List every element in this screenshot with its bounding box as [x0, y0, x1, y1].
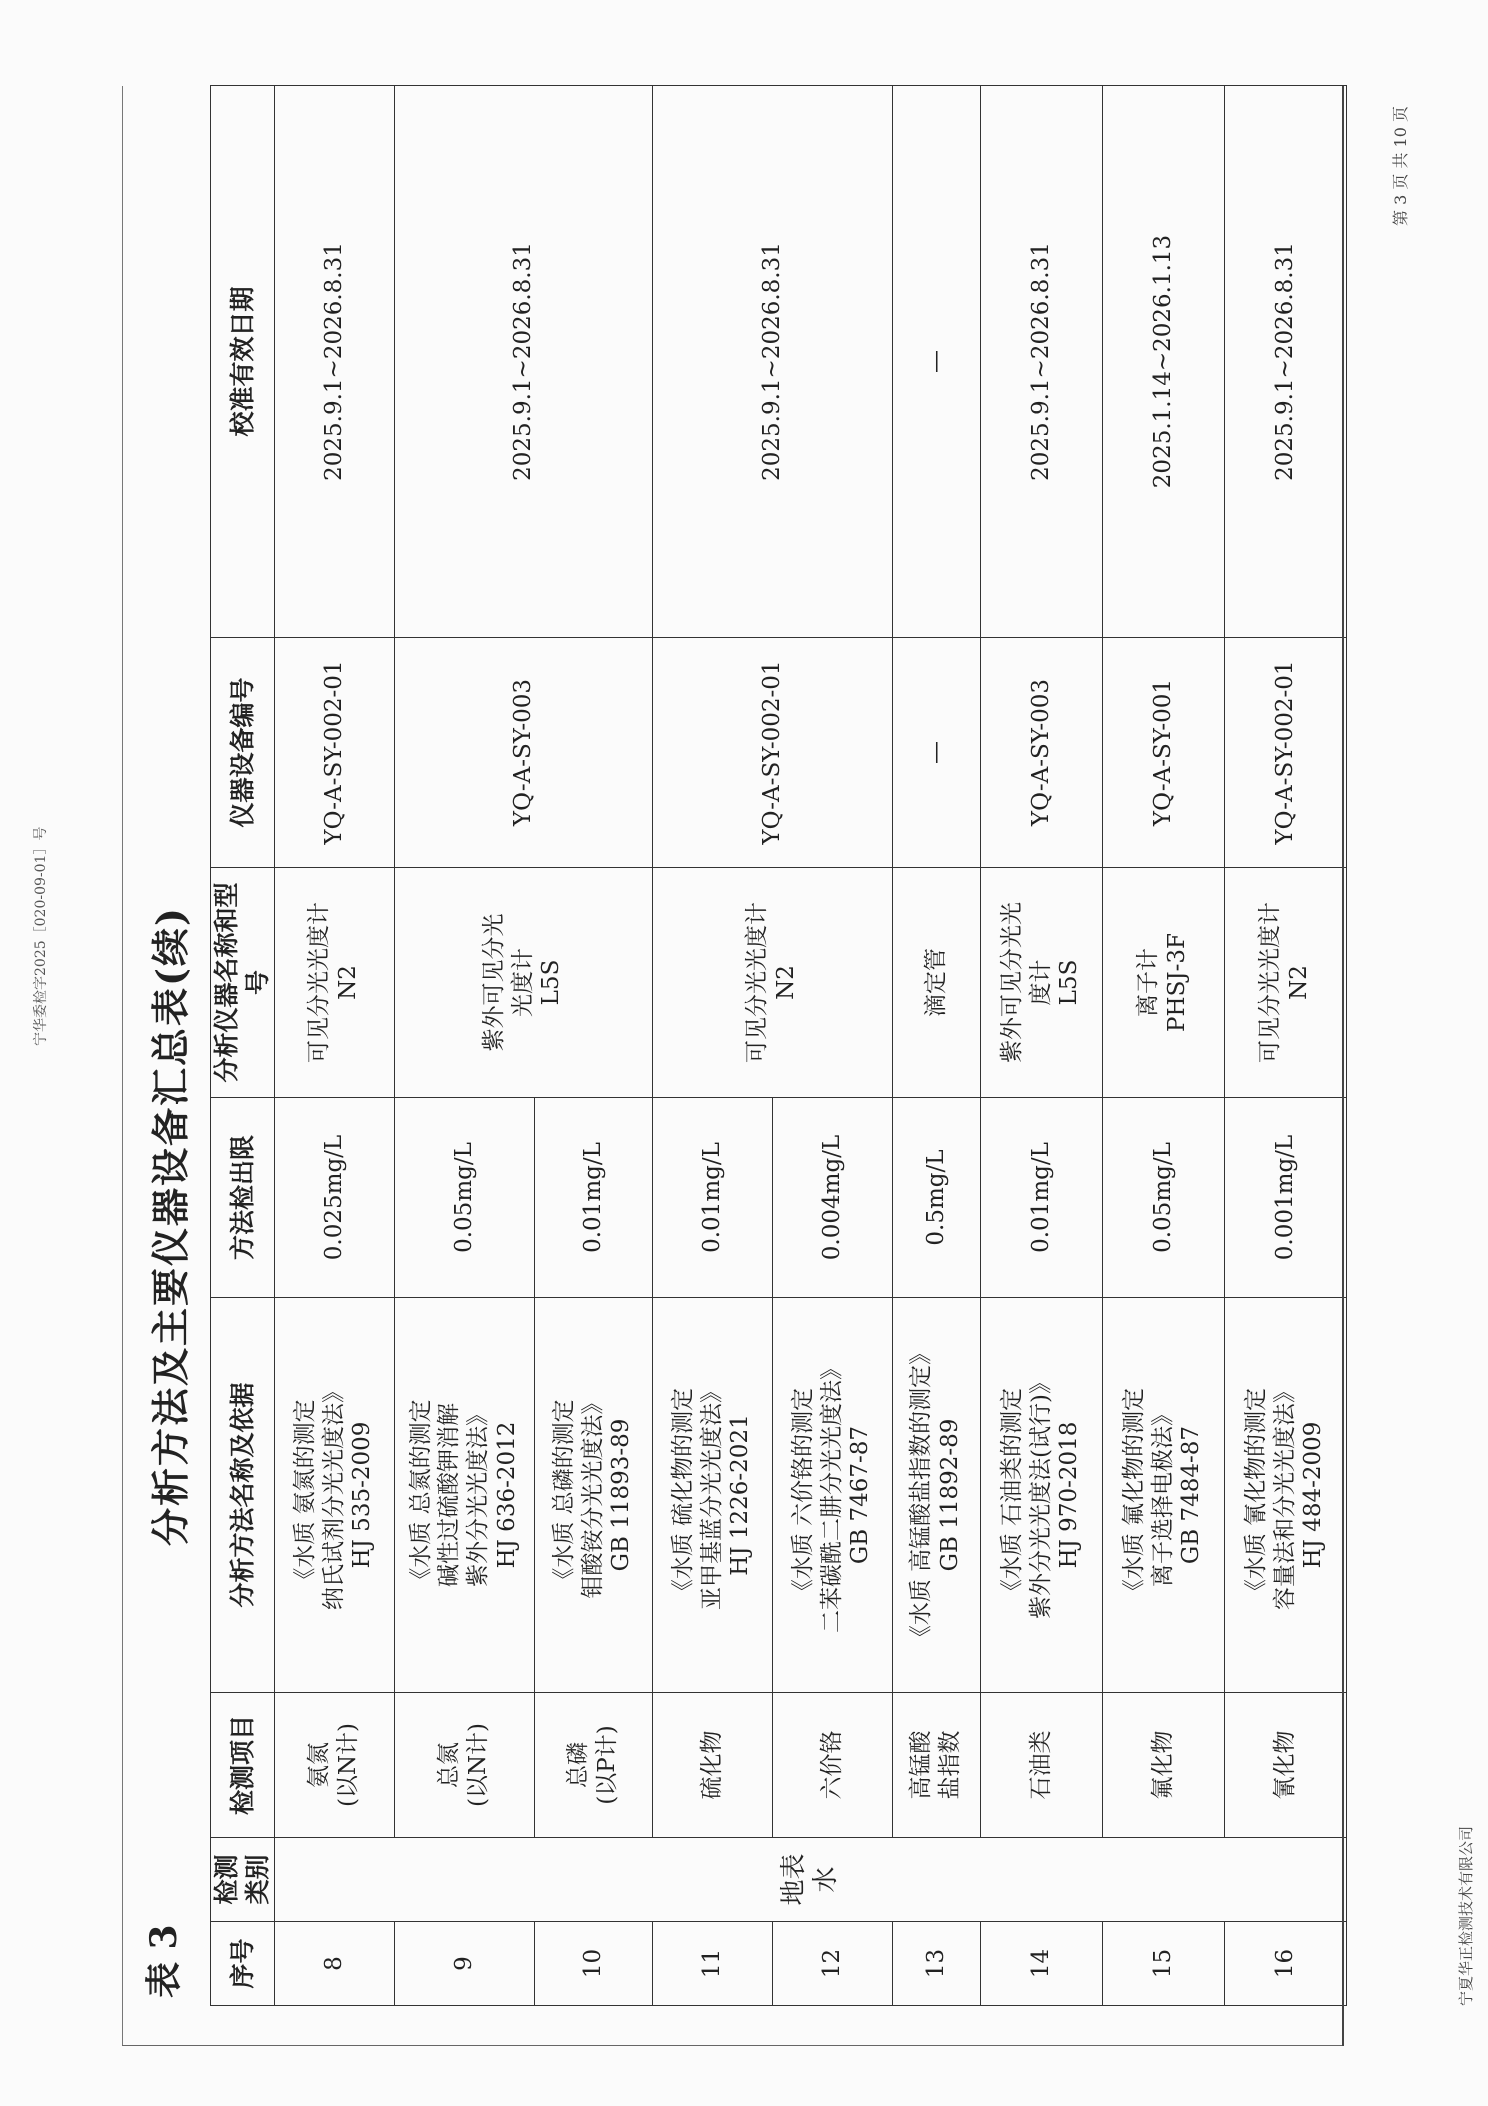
instrument-cell-line: 离子计 — [1135, 948, 1162, 1017]
table-row — [274, 86, 394, 2006]
col-header-limit: 方法检出限 — [211, 1098, 275, 1298]
method-cell-line: HJ 1226-2021 — [727, 1414, 754, 1576]
col-header-equip-id: 仪器设备编号 — [211, 638, 275, 868]
method-cell-line: HJ 535-2009 — [349, 1421, 376, 1569]
limit-cell: 0.01mg/L — [534, 1098, 652, 1298]
instrument-cell-line: 光度计 — [509, 948, 536, 1017]
equipment-id-cell: — — [892, 638, 980, 868]
instrument-cell-line: 滴定管 — [922, 948, 949, 1017]
item-cell-line: (以P计) — [594, 1725, 620, 1805]
item-cell — [534, 1693, 652, 1838]
table-row — [1224, 86, 1346, 2006]
table-row — [892, 86, 980, 2006]
instrument-cell-line: L5S — [1056, 959, 1083, 1006]
left-rule — [122, 2045, 1342, 2046]
method-cell-line: GB 7467-87 — [847, 1425, 874, 1565]
method-cell-line: 《水质 氟化物的测定 — [1120, 1387, 1147, 1603]
method-cell — [652, 1298, 772, 1693]
instrument-cell-line: 可见分光光度计 — [744, 902, 771, 1063]
method-cell — [534, 1298, 652, 1693]
equipment-id-cell: YQ-A-SY-001 — [1102, 638, 1224, 868]
limit-cell: 0.004mg/L — [772, 1098, 892, 1298]
method-cell-line: 二苯碳酰二肼分光光度法》 — [818, 1357, 845, 1633]
method-cell-line: 《水质 氰化物的测定 — [1242, 1387, 1269, 1603]
top-rule — [122, 86, 123, 2046]
row-number: 14 — [980, 1922, 1102, 2006]
document-number: 宁华委检字2025［020-09-01］号 — [33, 826, 49, 1046]
method-cell-line: 《水质 石油类的测定 — [998, 1387, 1025, 1603]
instrument-cell-line: 度计 — [1027, 959, 1054, 1006]
method-cell-line: 紫外分光光度法》 — [465, 1403, 491, 1587]
instrument-cell — [1224, 868, 1346, 1098]
calibration-date-cell: 2025.9.1~2026.8.31 — [652, 86, 892, 638]
method-cell-line: 碱性过硫酸钾消解 — [436, 1403, 463, 1587]
method-cell-line: 纳氏试剂分光光度法》 — [320, 1380, 347, 1610]
row-number: 13 — [892, 1922, 980, 2006]
method-cell-line: 《水质 高锰酸盐指数的测定》 — [908, 1341, 935, 1649]
method-cell-line: HJ 636-2012 — [493, 1421, 520, 1569]
item-cell-line: 氨氮 — [306, 1742, 333, 1788]
method-cell — [1102, 1298, 1224, 1693]
category-cell: 地表水 — [274, 1838, 1346, 1922]
item-cell-line: 氟化物 — [1149, 1730, 1176, 1800]
method-cell-line: 紫外分光光度法(试行)》 — [1027, 1371, 1054, 1619]
item-cell-line: (以N计) — [465, 1722, 491, 1808]
calibration-date-cell: — — [892, 86, 980, 638]
instrument-cell — [892, 868, 980, 1098]
col-header-category: 检测类别 — [211, 1838, 275, 1922]
method-cell-line: 容量法和分光光度法》 — [1271, 1380, 1298, 1610]
instrument-cell-line: 紫外可见分光 — [480, 913, 507, 1052]
limit-cell: 0.05mg/L — [1102, 1098, 1224, 1298]
row-number: 9 — [394, 1922, 534, 2006]
table-row — [394, 86, 534, 2006]
method-cell — [892, 1298, 980, 1693]
item-cell-line: 氰化物 — [1271, 1730, 1298, 1800]
limit-cell: 0.01mg/L — [980, 1098, 1102, 1298]
method-cell — [772, 1298, 892, 1693]
method-cell-line: 钼酸铵分光光度法》 — [579, 1391, 606, 1599]
item-cell — [892, 1693, 980, 1838]
item-cell-line: 盐指数 — [937, 1730, 963, 1800]
method-cell-line: 《水质 硫化物的测定 — [669, 1387, 696, 1603]
method-cell-line: HJ 484-2009 — [1300, 1421, 1327, 1569]
page-number: 第 3 页 共 10 页 — [1391, 106, 1410, 226]
instrument-cell — [652, 868, 892, 1098]
instrument-cell — [1102, 868, 1224, 1098]
method-cell — [274, 1298, 394, 1693]
limit-cell: 0.001mg/L — [1224, 1098, 1346, 1298]
item-cell-line: (以N计) — [335, 1722, 361, 1808]
col-header-method: 分析方法名称及依据 — [211, 1298, 275, 1693]
method-cell — [394, 1298, 534, 1693]
row-number: 11 — [652, 1922, 772, 2006]
instrument-cell — [980, 868, 1102, 1098]
instrument-cell-line: N2 — [773, 965, 799, 1000]
col-header-instrument: 分析仪器名称和型号 — [211, 868, 275, 1098]
calibration-date-cell: 2025.1.14~2026.1.13 — [1102, 86, 1224, 638]
item-cell-line: 硫化物 — [698, 1730, 725, 1800]
instrument-cell-line: 可见分光光度计 — [306, 902, 333, 1063]
limit-cell: 0.01mg/L — [652, 1098, 772, 1298]
row-number: 15 — [1102, 1922, 1224, 2006]
instrument-cell-line: L5S — [538, 959, 565, 1006]
methods-table — [210, 85, 1347, 2006]
table-label: 表 3 — [143, 1924, 185, 1998]
row-number: 12 — [772, 1922, 892, 2006]
equipment-id-cell: YQ-A-SY-003 — [394, 638, 652, 868]
table-row — [1102, 86, 1224, 2006]
instrument-cell — [274, 868, 394, 1098]
limit-cell: 0.05mg/L — [394, 1098, 534, 1298]
col-header-no: 序号 — [211, 1922, 275, 2006]
method-cell-line: HJ 970-2018 — [1056, 1421, 1083, 1569]
method-cell-line: 《水质 总磷的测定 — [550, 1399, 577, 1591]
equipment-id-cell: YQ-A-SY-002-01 — [274, 638, 394, 868]
method-cell-line: GB 7484-87 — [1178, 1425, 1205, 1565]
item-cell-line: 石油类 — [1027, 1730, 1054, 1800]
limit-cell: 0.025mg/L — [274, 1098, 394, 1298]
method-cell-line: 《水质 氨氮的测定 — [291, 1399, 318, 1591]
row-number: 10 — [534, 1922, 652, 2006]
method-cell-line: 《水质 总氮的测定 — [407, 1399, 434, 1591]
item-cell-line: 总磷 — [565, 1742, 592, 1788]
bottom-rule — [1342, 86, 1344, 2046]
method-cell — [980, 1298, 1102, 1693]
instrument-cell-line: 紫外可见分光光 — [998, 902, 1025, 1063]
equipment-id-cell: YQ-A-SY-002-01 — [1224, 638, 1346, 868]
item-cell — [394, 1693, 534, 1838]
item-cell-line: 总氮 — [436, 1742, 463, 1788]
limit-cell: 0.5mg/L — [892, 1098, 980, 1298]
method-cell-line: 《水质 六价铬的测定 — [789, 1387, 816, 1603]
page-title: 分析方法及主要仪器设备汇总表(续) — [148, 906, 193, 1546]
item-cell — [980, 1693, 1102, 1838]
instrument-cell-line: PHSJ-3F — [1164, 933, 1190, 1032]
equipment-id-cell: YQ-A-SY-002-01 — [652, 638, 892, 868]
row-number: 16 — [1224, 1922, 1346, 2006]
calibration-date-cell: 2025.9.1~2026.8.31 — [1224, 86, 1346, 638]
item-cell-line: 六价铬 — [818, 1730, 845, 1800]
item-cell — [1224, 1693, 1346, 1838]
item-cell — [652, 1693, 772, 1838]
instrument-cell-line: N2 — [1286, 965, 1312, 1000]
method-cell-line: GB 11893-89 — [608, 1418, 635, 1572]
instrument-cell-line: 可见分光光度计 — [1257, 902, 1284, 1063]
method-cell — [1224, 1298, 1346, 1693]
instrument-cell — [394, 868, 652, 1098]
item-cell — [1102, 1693, 1224, 1838]
company-name: 宁夏华正检测技术有限公司 — [1457, 1825, 1475, 2006]
table-row — [652, 86, 772, 2006]
calibration-date-cell: 2025.9.1~2026.8.31 — [274, 86, 394, 638]
calibration-date-cell: 2025.9.1~2026.8.31 — [980, 86, 1102, 638]
method-cell-line: 亚甲基蓝分光光度法》 — [698, 1380, 725, 1610]
instrument-cell-line: N2 — [335, 965, 361, 1000]
item-cell — [772, 1693, 892, 1838]
table-header-row — [211, 86, 275, 2006]
col-header-item: 检测项目 — [211, 1693, 275, 1838]
item-cell — [274, 1693, 394, 1838]
table-row — [980, 86, 1102, 2006]
calibration-date-cell: 2025.9.1~2026.8.31 — [394, 86, 652, 638]
method-cell-line: GB 11892-89 — [937, 1418, 963, 1572]
item-cell-line: 高锰酸 — [908, 1730, 935, 1800]
method-cell-line: 离子选择电极法》 — [1149, 1403, 1176, 1587]
equipment-id-cell: YQ-A-SY-003 — [980, 638, 1102, 868]
row-number: 8 — [274, 1922, 394, 2006]
col-header-calib: 校准有效日期 — [211, 86, 275, 638]
